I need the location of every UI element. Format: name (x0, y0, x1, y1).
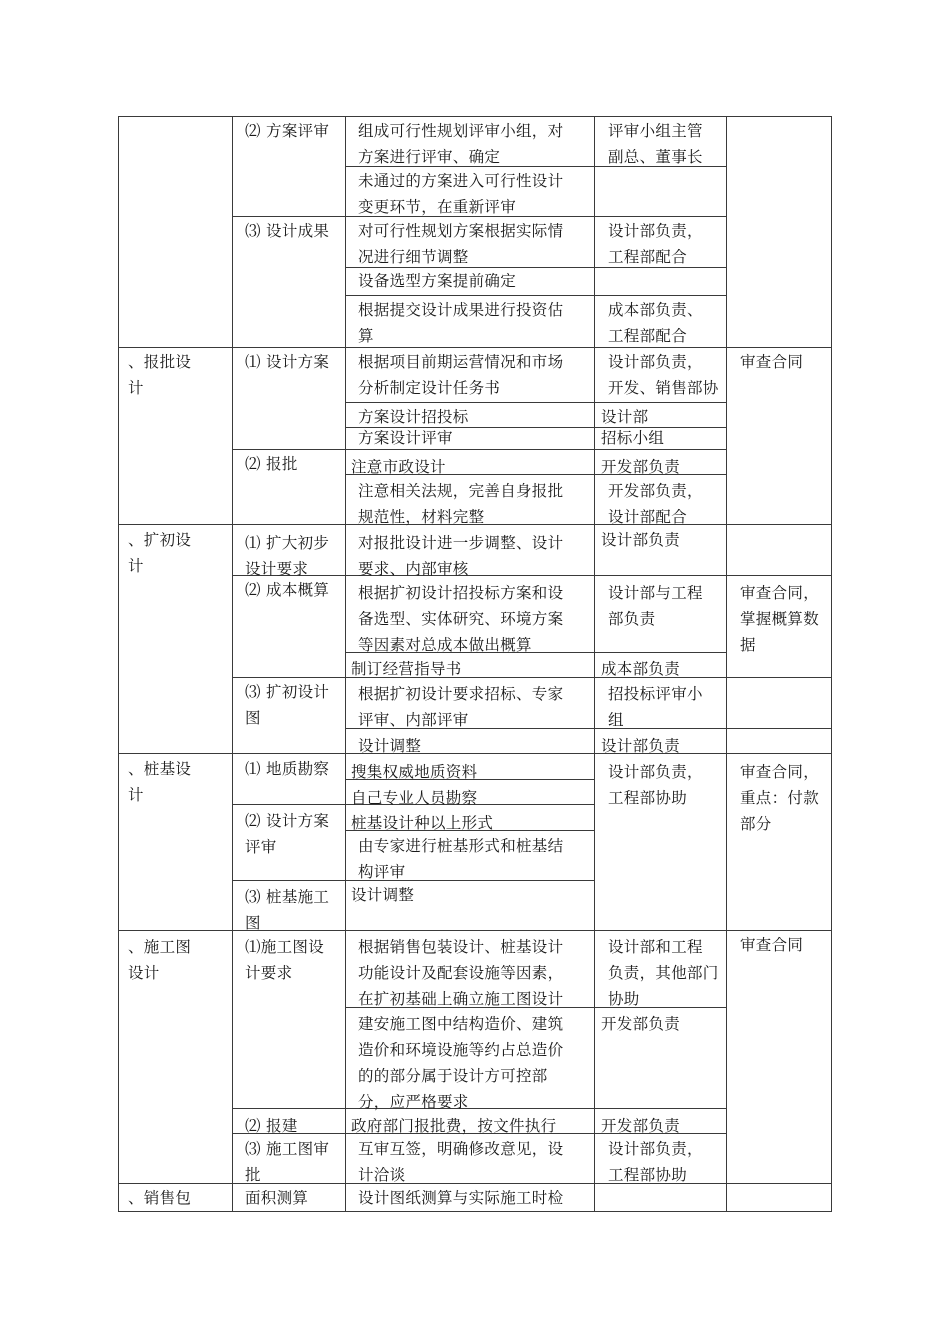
table-rule (594, 575, 726, 576)
table-rule (594, 295, 726, 296)
content-cell: 建安施工图中结构造价、建筑 造价和环境设施等约占总造价 的的部分属于设计方可控部 分，应严格要求 (358, 1015, 564, 1111)
content-cell: 方案设计评审 (358, 429, 453, 447)
section-cell: 、扩初设 计 (128, 531, 192, 575)
content-cell: 注意相关法规，完善自身报批 规范性，材料完整 (358, 482, 564, 526)
responsibility-cell: 设计部 (601, 408, 649, 426)
responsibility-cell: 设计部负责 (601, 737, 681, 755)
responsibility-cell: 设计部负责， 工程部协助 (608, 1140, 703, 1184)
table-rule (726, 116, 727, 1211)
page-cut-mask (110, 1211, 850, 1344)
step-cell: ⑵ 设计方案 评审 (245, 812, 330, 856)
step-cell: ⑵ 报建 (245, 1117, 298, 1135)
content-cell: 互审互签，明确修改意见，设 计洽谈 (358, 1140, 564, 1184)
table-rule (594, 652, 726, 653)
section-cell: 、销售包 (128, 1189, 192, 1207)
step-cell: ⑴ 设计方案 (245, 353, 330, 371)
content-cell: 自己专业人员勘察 (351, 789, 478, 807)
responsibility-cell: 评审小组主管 副总、董事长 (608, 122, 703, 166)
content-cell: 根据提交设计成果进行投资估 算 (358, 301, 564, 345)
step-cell: ⑴ 地质勘察 (245, 760, 330, 778)
step-cell: ⑶ 设计成果 (245, 222, 330, 240)
table-rule (726, 728, 831, 729)
content-cell: 根据销售包装设计、桩基设计 功能设计及配套设施等因素， 在扩初基础上确立施工图设计 (358, 938, 564, 1008)
content-cell: 未通过的方案进入可行性设计 变更环节，在重新评审 (358, 172, 564, 216)
step-cell: ⑶ 桩基施工 图 (245, 888, 330, 932)
step-cell: 面积测算 (245, 1189, 309, 1207)
section-cell: 、桩基设 计 (128, 760, 192, 804)
step-cell: ⑴施工图设 计要求 (245, 938, 325, 982)
section-cell: 、报批设 计 (128, 353, 192, 397)
responsibility-cell: 设计部负责， 工程部协助 (608, 763, 703, 807)
responsibility-cell: 成本部负责、 工程部配合 (608, 301, 703, 345)
responsibility-cell: 设计部负责， 开发、销售部协 (608, 353, 719, 397)
content-cell: 注意市政设计 (351, 458, 446, 476)
content-cell: 设计调整 (358, 737, 422, 755)
remark-cell: 审查合同 (740, 353, 804, 371)
responsibility-cell: 开发部负责 (601, 458, 681, 476)
table-rule (345, 295, 594, 296)
responsibility-cell: 设计部负责， 工程部配合 (608, 222, 703, 266)
content-cell: 组成可行性规划评审小组，对 方案进行评审、确定 (358, 122, 564, 166)
content-cell: 由专家进行桩基形式和桩基结 构评审 (358, 837, 564, 881)
content-cell: 根据扩初设计要求招标、专家 评审、内部评审 (358, 685, 564, 729)
table-rule (232, 880, 345, 881)
table-rule (345, 116, 346, 1211)
table-rule (594, 1108, 726, 1109)
table-rule (118, 116, 832, 117)
section-cell: 、施工图 设计 (128, 938, 192, 982)
table-rule (594, 402, 726, 403)
content-cell: 制订经营指导书 (351, 660, 462, 678)
responsibility-cell: 开发部负责， 设计部配合 (608, 482, 703, 526)
table-rule (232, 677, 345, 678)
table-rule (594, 116, 595, 1211)
table-rule (118, 930, 832, 931)
table-rule (594, 216, 726, 217)
remark-cell: 审查合同， 重点：付款 部分 (740, 763, 820, 833)
responsibility-cell: 设计部负责 (601, 531, 681, 549)
responsibility-cell: 成本部负责 (601, 660, 681, 678)
content-cell: 搜集权威地质资料 (351, 763, 478, 781)
remark-cell: 审查合同， 掌握概算数 据 (740, 584, 820, 654)
table-rule (232, 804, 345, 805)
content-cell: 设备选型方案提前确定 (358, 272, 517, 290)
table-rule (726, 575, 831, 576)
content-cell: 方案设计招投标 (358, 408, 469, 426)
table-rule (118, 1211, 832, 1212)
responsibility-cell: 开发部负责 (601, 1117, 681, 1135)
table-rule (831, 116, 832, 1211)
step-cell: ⑵ 报批 (245, 455, 298, 473)
responsibility-cell: 招投标评审小 组 (608, 685, 703, 729)
responsibility-cell: 开发部负责 (601, 1015, 681, 1033)
responsibility-cell: 设计部与工程 部负责 (608, 584, 703, 628)
table-rule (232, 449, 345, 450)
table-rule (232, 1108, 345, 1109)
step-cell: ⑵ 成本概算 (245, 581, 330, 599)
table-rule (345, 402, 594, 403)
responsibility-cell: 设计部和工程 负责，其他部门 协助 (608, 938, 719, 1008)
table-rule (726, 677, 831, 678)
content-cell: 设计调整 (351, 886, 415, 904)
table-rule (118, 116, 119, 1211)
table-rule (118, 753, 832, 754)
step-cell: ⑵ 方案评审 (245, 122, 330, 140)
step-cell: ⑶ 扩初设计 图 (245, 683, 330, 727)
content-cell: 根据扩初设计招投标方案和设 备选型、实体研究、环境方案 等因素对总成本做出概算 (358, 584, 564, 654)
responsibility-cell: 招标小组 (601, 429, 665, 447)
remark-cell: 审查合同 (740, 936, 804, 954)
table-rule (232, 216, 345, 217)
content-cell: 对报批设计进一步调整、设计 要求、内部审核 (358, 534, 564, 578)
content-cell: 政府部门报批费，按文件执行 (351, 1117, 557, 1135)
table-rule (232, 116, 233, 1211)
step-cell: ⑶ 施工图审 批 (245, 1140, 330, 1184)
content-cell: 设计图纸测算与实际施工时检 (358, 1189, 564, 1207)
content-cell: 对可行性规划方案根据实际情 况进行细节调整 (358, 222, 564, 266)
step-cell: ⑴ 扩大初步 设计要求 (245, 534, 330, 578)
content-cell: 根据项目前期运营情况和市场 分析制定设计任务书 (358, 353, 564, 397)
content-cell: 桩基设计种以上形式 (351, 814, 494, 832)
